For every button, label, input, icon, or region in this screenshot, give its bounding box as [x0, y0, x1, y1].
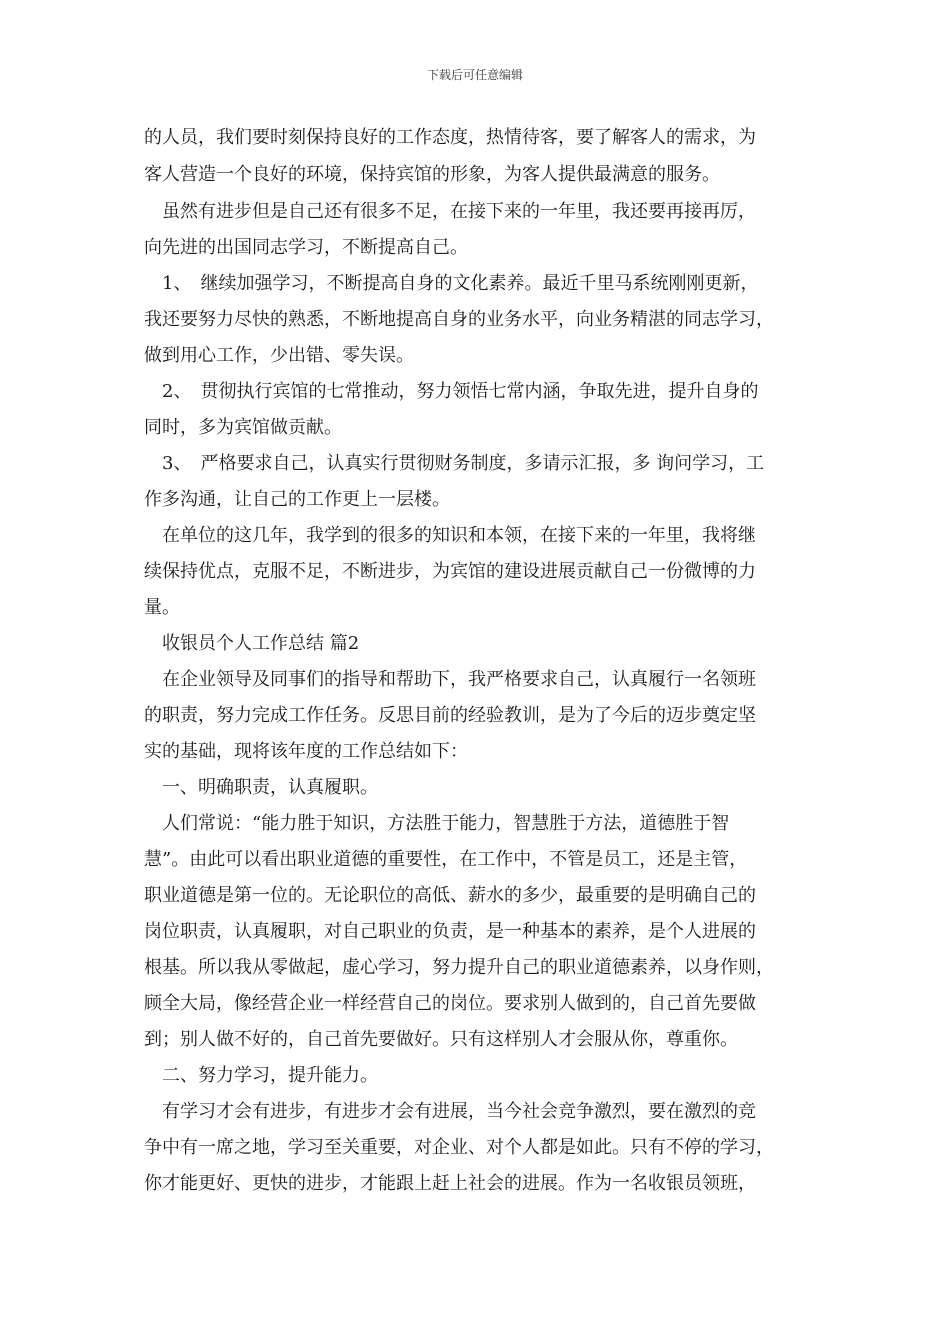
- text-line: 做到用心工作，少出错、零失误。: [144, 345, 414, 366]
- subheading: 一、明确职责，认真履职。: [144, 777, 378, 798]
- text-line: 2、 贯彻执行宾馆的七常推动，努力领悟七常内涵，争取先进，提升自身的: [144, 381, 759, 402]
- text-line: 有学习才会有进步，有进步才会有进展，当今社会竞争激烈，要在激烈的竞: [144, 1101, 756, 1122]
- text-line: 根基。所以我从零做起，虚心学习，努力提升自己的职业道德素养，以身作则，: [144, 957, 774, 978]
- text-line: 人们常说：“能力胜于知识，方法胜于能力，智慧胜于方法，道德胜于智: [144, 813, 730, 834]
- text-line: 的人员，我们要时刻保持良好的工作态度，热情待客，要了解客人的需求，为: [144, 127, 756, 148]
- text-line: 职业道德是第一位的。无论职位的高低、薪水的多少，最重要的是明确自己的: [144, 885, 756, 906]
- text-line: 在单位的这几年，我学到的很多的知识和本领，在接下来的一年里，我将继: [144, 525, 756, 546]
- text-line: 的职责，努力完成工作任务。反思目前的经验教训，是为了今后的迈步奠定坚: [144, 705, 756, 726]
- text-line: 虽然有进步但是自己还有很多不足，在接下来的一年里，我还要再接再厉，: [144, 201, 756, 222]
- text-line: 我还要努力尽快的熟悉，不断地提高自身的业务水平，向业务精湛的同志学习，: [144, 309, 774, 330]
- text-line: 顾全大局，像经营企业一样经营自己的岗位。要求别人做到的，自己首先要做: [144, 993, 756, 1014]
- section-heading: 收银员个人工作总结 篇2: [144, 633, 360, 654]
- page-header: 下载后可任意编辑: [426, 68, 523, 82]
- text-line: 客人营造一个良好的环境，保持宾馆的形象，为客人提供最满意的服务。: [144, 164, 720, 185]
- text-line: 续保持优点，克服不足，不断进步，为宾馆的建设进展贡献自己一份微博的力: [144, 561, 756, 582]
- text-line: 慧”。由此可以看出职业道德的重要性，在工作中，不管是员工，还是主管，: [144, 849, 748, 870]
- text-line: 3、 严格要求自己，认真实行贯彻财务制度，多请示汇报，多 询问学习，工: [144, 453, 765, 474]
- text-line: 作多沟通，让自己的工作更上一层楼。: [144, 489, 450, 510]
- text-line: 岗位职责，认真履职，对自己职业的负责，是一种基本的素养，是个人进展的: [144, 921, 756, 942]
- text-line: 向先进的出国同志学习，不断提高自己。: [144, 237, 468, 258]
- text-line: 到；别人做不好的，自己首先要做好。只有这样别人才会服从你，尊重你。: [144, 1029, 738, 1050]
- text-line: 实的基础，现将该年度的工作总结如下：: [144, 741, 468, 762]
- text-line: 1、 继续加强学习，不断提高自身的文化素养。最近千里马系统刚刚更新，: [144, 273, 759, 294]
- text-line: 同时，多为宾馆做贡献。: [144, 417, 342, 438]
- text-line: 争中有一席之地，学习至关重要，对企业、对个人都是如此。只有不停的学习，: [144, 1137, 774, 1158]
- text-line: 量。: [144, 597, 180, 618]
- text-line: 在企业领导及同事们的指导和帮助下，我严格要求自己，认真履行一名领班: [144, 669, 756, 690]
- text-line: 你才能更好、更快的进步，才能跟上赶上社会的进展。作为一名收银员领班，: [144, 1173, 756, 1194]
- subheading: 二、努力学习，提升能力。: [144, 1065, 378, 1086]
